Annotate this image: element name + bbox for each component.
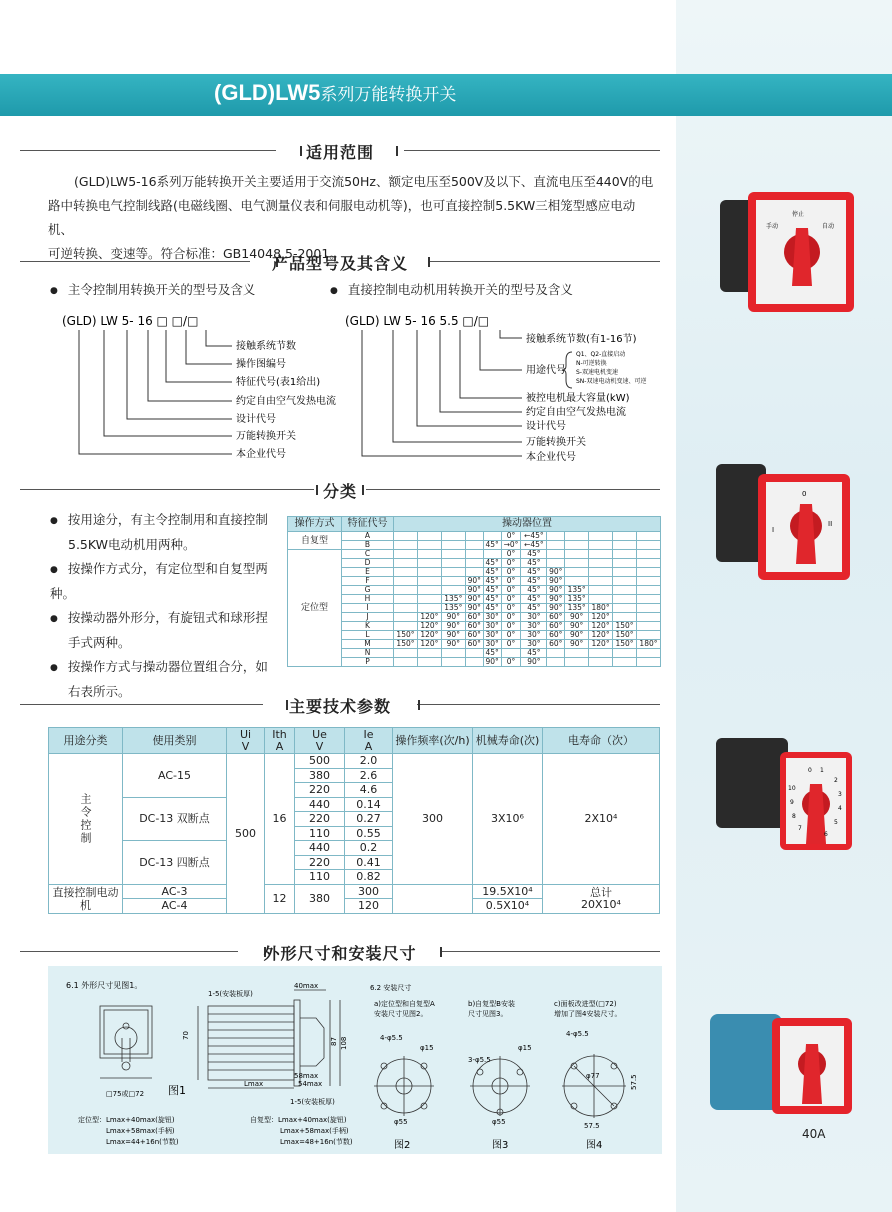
ops-cell: 135°	[565, 595, 589, 604]
ops-cell	[417, 532, 441, 541]
ops-cell	[394, 658, 418, 667]
ops-cell: 90°	[565, 631, 589, 640]
page-title: (GLD)LW5系列万能转换开关	[214, 80, 457, 105]
ops-cell	[441, 649, 465, 658]
dimension-panel	[48, 966, 662, 1154]
ops-cell: 135°	[441, 604, 465, 613]
ops-cell	[636, 550, 660, 559]
ops-cell	[417, 568, 441, 577]
ops-cell: 90°	[465, 577, 483, 586]
svg-text:70: 70	[182, 1031, 190, 1040]
ops-cell	[441, 568, 465, 577]
ops-cell: 0°	[501, 532, 521, 541]
svg-text:用途代号: 用途代号	[526, 365, 566, 376]
ops-cell: 90°	[441, 622, 465, 631]
svg-text:设计代号: 设计代号	[236, 414, 276, 425]
ops-cell: 60°	[465, 640, 483, 649]
ops-cell	[565, 649, 589, 658]
ops-cell	[636, 586, 660, 595]
ops-cell	[547, 550, 565, 559]
ops-cell	[394, 613, 418, 622]
ops-cell: 45°	[483, 541, 501, 550]
ops-cell	[613, 577, 637, 586]
svg-text:c)面板改进型(□72): c)面板改进型(□72)	[554, 1000, 617, 1008]
svg-text:图2: 图2	[394, 1140, 411, 1151]
model-right-code: (GLD) LW 5- 16 5.5 □/□	[345, 314, 490, 328]
ops-cell: 90°	[547, 568, 565, 577]
svg-text:II: II	[828, 520, 833, 528]
svg-text:57.5: 57.5	[584, 1122, 600, 1130]
svg-text:Lmax: Lmax	[244, 1080, 264, 1088]
svg-text:4-φ5.5: 4-φ5.5	[380, 1034, 403, 1042]
ops-cell: 45°	[483, 568, 501, 577]
ops-cell: →0°	[501, 541, 521, 550]
ops-cell: 120°	[589, 631, 613, 640]
ops-cell	[441, 559, 465, 568]
classify-item: ● 按用途分，有主令控制用和直接控制	[50, 508, 280, 533]
ops-cell: 150°	[394, 631, 418, 640]
ops-cell	[565, 658, 589, 667]
ops-cell	[394, 586, 418, 595]
model-left-code: (GLD) LW 5- 16 □ □/□	[62, 314, 199, 328]
ops-code: D	[342, 559, 394, 568]
svg-text:57.5: 57.5	[630, 1074, 638, 1090]
ops-cell	[636, 658, 660, 667]
ops-cell	[465, 541, 483, 550]
ops-cell	[613, 595, 637, 604]
svg-text:操作图编号: 操作图编号	[236, 359, 286, 370]
ops-code: I	[342, 604, 394, 613]
ops-cell	[613, 550, 637, 559]
svg-text:4: 4	[838, 805, 842, 812]
title-bar	[0, 74, 892, 116]
svg-text:接触系统节数: 接触系统节数	[236, 341, 296, 352]
ops-cell: 135°	[565, 604, 589, 613]
svg-text:N-可逆转换: N-可逆转换	[576, 360, 607, 367]
ops-cell: 45°	[521, 586, 547, 595]
svg-text:被控电机最大容量(kW): 被控电机最大容量(kW)	[526, 393, 630, 404]
ops-cell: 90°	[565, 613, 589, 622]
ops-cell: 90°	[547, 586, 565, 595]
ops-cell: 135°	[565, 586, 589, 595]
svg-text:φ55: φ55	[492, 1118, 506, 1126]
ops-cell: 45°	[483, 559, 501, 568]
ops-cell	[636, 613, 660, 622]
ops-cell: 45°	[521, 550, 547, 559]
ops-table: 操作方式 特征代号 操动器位置 自复型 A 0° ←45° B 45° →0° ←45° 定位型 C 0° 45° D 45° 0° 45° E 45° 0° 45° 90° F 90° 45° 0° 45° 90° G 90° 45° 0° 45° 90° 135° H 135° 90° 45° 0° 45° 90° 135° I 135° 90° 45° 0° 45° 90° 135° 180° J 120° 90° 60° 30° 0° 30° 60° 90° 120° K 120° 90° 60° 30° 0° 30° 60° 90° 120° 150° L 150° 120° 90° 60° 30° 0° 30° 60° 90° 120° 150° M 150° 120° 90° 60° 30° 0° 30° 60° 90° 120° 150° 180° N 45° 45° P 90° 0° 90°	[287, 516, 661, 667]
ops-cell	[613, 658, 637, 667]
model-right-heading: ● 直接控制电动机用转换开关的型号及含义	[330, 278, 573, 303]
svg-text:10: 10	[788, 785, 796, 792]
ops-cell: 120°	[589, 640, 613, 649]
svg-text:万能转换开关: 万能转换开关	[526, 437, 586, 448]
ops-cell	[613, 532, 637, 541]
svg-text:4-φ5.5: 4-φ5.5	[566, 1030, 589, 1038]
ops-row	[288, 640, 661, 649]
ops-cell	[417, 577, 441, 586]
svg-text:3-φ5.5: 3-φ5.5	[468, 1056, 491, 1064]
ops-code: M	[342, 640, 394, 649]
ops-cell	[417, 595, 441, 604]
ops-cell	[613, 559, 637, 568]
model-left-heading: ● 主令控制用转换开关的型号及含义	[50, 278, 255, 303]
ops-cell	[589, 541, 613, 550]
ops-cell: 120°	[417, 631, 441, 640]
ops-cell: 90°	[565, 640, 589, 649]
ops-cell	[441, 541, 465, 550]
ops-cell	[565, 559, 589, 568]
ops-cell: ←45°	[521, 541, 547, 550]
ops-cell	[547, 649, 565, 658]
svg-text:图3: 图3	[492, 1140, 509, 1151]
ops-cell	[394, 568, 418, 577]
ops-code: A	[342, 532, 394, 541]
svg-text:87: 87	[330, 1037, 338, 1046]
svg-text:b)自复型B安装: b)自复型B安装	[468, 1000, 515, 1008]
product-image-1	[718, 188, 858, 318]
ops-cell	[589, 559, 613, 568]
ops-mode: 自复型	[288, 532, 342, 550]
product-image-3	[714, 732, 854, 854]
section-scope: 适用范围	[20, 140, 660, 162]
ops-code: K	[342, 622, 394, 631]
ops-cell: 45°	[483, 586, 501, 595]
classify-item-cont: 右表所示。	[68, 684, 131, 699]
ops-cell	[613, 604, 637, 613]
svg-text:万能转换开关: 万能转换开关	[236, 431, 296, 442]
ops-cell	[636, 568, 660, 577]
ops-cell	[547, 541, 565, 550]
svg-text:SN-双速电动机变速、可逆: SN-双速电动机变速、可逆	[576, 378, 647, 385]
ops-cell	[636, 532, 660, 541]
ops-code: L	[342, 631, 394, 640]
svg-text:□75或□72: □75或□72	[106, 1090, 145, 1098]
ops-cell: 0°	[501, 550, 521, 559]
ops-cell: 90°	[483, 658, 501, 667]
ops-cell: 0°	[501, 577, 521, 586]
svg-text:Lmax=48+16n(节数): Lmax=48+16n(节数)	[280, 1138, 353, 1146]
svg-text:a)定位型和自复型A: a)定位型和自复型A	[374, 1000, 435, 1008]
ops-cell	[441, 550, 465, 559]
ops-cell	[394, 550, 418, 559]
ops-cell: 30°	[483, 631, 501, 640]
svg-text:自动: 自动	[822, 223, 835, 230]
svg-text:手动: 手动	[766, 223, 779, 230]
ops-cell: 60°	[547, 640, 565, 649]
ops-cell: 45°	[521, 568, 547, 577]
ops-cell: 90°	[547, 595, 565, 604]
ops-code: C	[342, 550, 394, 559]
ops-cell: 60°	[547, 622, 565, 631]
ops-cell: 30°	[521, 622, 547, 631]
ops-row	[288, 532, 661, 541]
ops-cell	[636, 604, 660, 613]
ops-cell	[613, 586, 637, 595]
svg-text:1: 1	[820, 767, 824, 774]
ops-code: E	[342, 568, 394, 577]
svg-text:I: I	[772, 526, 775, 534]
svg-text:增加了图4安装尺寸。: 增加了图4安装尺寸。	[554, 1010, 622, 1018]
ops-cell: 0°	[501, 631, 521, 640]
ops-cell: 90°	[565, 622, 589, 631]
ops-cell: 45°	[483, 577, 501, 586]
svg-text:1-5(安装板厚): 1-5(安装板厚)	[290, 1098, 335, 1106]
ops-row	[288, 649, 661, 658]
ops-cell	[441, 577, 465, 586]
ops-cell: 60°	[465, 631, 483, 640]
ops-cell: 45°	[483, 604, 501, 613]
ops-cell: 30°	[521, 640, 547, 649]
ops-cell	[394, 604, 418, 613]
ops-cell: 0°	[501, 559, 521, 568]
ops-cell: 30°	[521, 631, 547, 640]
svg-text:0: 0	[802, 490, 807, 498]
spec-table: 用途分类 使用类别 Ui V Ith A Ue V Ie A 操作频率(次/h) 机械寿命(次) 电寿命（次） 主令控制 AC-15 500 16 500 2.0 300 3X10⁶ 2X10⁴ 380 2.6 220 4.6 DC-13 双断点 440 0.14 220 0.27 110 0.55 DC-13 四断点 440 0.2 220 0.41 110 0.82 直接控制电动机 AC-3 12 380 300 19.5X10⁴ 总计 20X10⁴ AC-4 120 0.5X10⁴	[48, 727, 660, 914]
ops-cell: 90°	[465, 586, 483, 595]
ops-cell: 45°	[483, 595, 501, 604]
svg-text:S-双速电机变速: S-双速电机变速	[576, 369, 618, 376]
ops-code: P	[342, 658, 394, 667]
svg-text:约定自由空气发热电流: 约定自由空气发热电流	[236, 396, 336, 407]
classify-item: ● 按操作方式与操动器位置组合分，如	[50, 655, 280, 680]
ops-cell	[547, 532, 565, 541]
svg-text:特征代号(表1给出): 特征代号(表1给出)	[236, 377, 321, 388]
ops-cell: 0°	[501, 622, 521, 631]
ops-cell: 120°	[417, 640, 441, 649]
ops-cell	[417, 541, 441, 550]
ops-cell: 120°	[417, 622, 441, 631]
svg-text:图1: 图1	[168, 1084, 186, 1097]
product-image-4	[708, 1004, 854, 1120]
ops-cell	[441, 658, 465, 667]
dimension-drawings	[48, 966, 662, 1154]
ops-cell	[394, 595, 418, 604]
ops-cell	[417, 550, 441, 559]
ops-cell	[565, 532, 589, 541]
classify-item: ● 按操动器外形分，有旋钮式和球形捏	[50, 606, 280, 631]
svg-text:定位型：Lmax+40max(旋钮): 定位型：Lmax+40max(旋钮)	[78, 1116, 175, 1124]
ops-cell: 120°	[589, 613, 613, 622]
section-classify: 分类	[20, 479, 660, 501]
svg-text:φ77: φ77	[586, 1072, 600, 1080]
ops-code: N	[342, 649, 394, 658]
ops-cell: 60°	[547, 631, 565, 640]
svg-text:约定自由空气发热电流: 约定自由空气发热电流	[526, 407, 626, 418]
ops-cell	[636, 649, 660, 658]
ops-cell	[417, 586, 441, 595]
ops-cell	[636, 577, 660, 586]
svg-text:图4: 图4	[586, 1140, 603, 1151]
model-diagrams	[0, 300, 660, 470]
ops-cell	[613, 568, 637, 577]
svg-text:Q1、Q2-直接启动: Q1、Q2-直接启动	[576, 351, 626, 358]
ops-row	[288, 541, 661, 550]
ops-cell: 0°	[501, 568, 521, 577]
ops-cell	[465, 559, 483, 568]
ops-cell: 180°	[589, 604, 613, 613]
ops-cell: 90°	[441, 613, 465, 622]
ops-cell	[565, 568, 589, 577]
ops-cell: 60°	[547, 613, 565, 622]
ops-cell: 30°	[483, 640, 501, 649]
ops-row	[288, 550, 661, 559]
ops-cell	[589, 586, 613, 595]
ops-cell	[636, 595, 660, 604]
ops-cell: 0°	[501, 658, 521, 667]
ops-cell: 60°	[465, 613, 483, 622]
ops-cell	[417, 559, 441, 568]
ops-cell	[394, 649, 418, 658]
svg-text:停止: 停止	[792, 211, 805, 218]
ops-cell: 120°	[417, 613, 441, 622]
ops-cell	[417, 649, 441, 658]
ops-cell	[417, 658, 441, 667]
ops-code: G	[342, 586, 394, 595]
svg-text:108: 108	[340, 1036, 348, 1050]
classify-list	[50, 508, 280, 704]
ops-cell: 45°	[521, 604, 547, 613]
svg-text:1-5(安装板厚): 1-5(安装板厚)	[208, 990, 253, 998]
svg-text:Lmax+58max(手柄): Lmax+58max(手柄)	[106, 1127, 175, 1135]
svg-text:Lmax+58max(手柄): Lmax+58max(手柄)	[280, 1127, 349, 1135]
ops-cell: 150°	[394, 640, 418, 649]
section-dims: 外形尺寸和安装尺寸	[20, 941, 660, 963]
ops-cell: 0°	[501, 586, 521, 595]
ops-cell	[589, 658, 613, 667]
ops-cell: 120°	[589, 622, 613, 631]
ops-cell	[394, 541, 418, 550]
classify-item-cont: 手式两种。	[68, 635, 131, 650]
ops-cell: 0°	[501, 604, 521, 613]
ops-cell: 90°	[521, 658, 547, 667]
svg-text:安装尺寸见图2。: 安装尺寸见图2。	[374, 1010, 428, 1018]
ops-cell	[613, 541, 637, 550]
ops-cell: 90°	[465, 595, 483, 604]
ops-cell: 0°	[501, 613, 521, 622]
ops-cell: 90°	[441, 640, 465, 649]
ops-cell: 90°	[547, 577, 565, 586]
svg-text:5: 5	[834, 819, 838, 826]
ops-cell: 0°	[501, 595, 521, 604]
classify-item-cont: 5.5KW电动机用两种。	[68, 537, 196, 552]
ops-code: H	[342, 595, 394, 604]
ops-cell: 150°	[613, 631, 637, 640]
ops-cell: 90°	[441, 631, 465, 640]
svg-text:6: 6	[824, 831, 828, 838]
product-label: 40A	[802, 1127, 826, 1141]
scope-paragraph: (GLD)LW5-16系列万能转换开关主要适用于交流50Hz、额定电压至500V及以下、直流电压至440V的电 路中转换电气控制线路(电磁线圈、电气测量仪表和伺服电动机等)，也可直接控制5.5KW三相笼型感应电动机、 可逆转换、变速等。符合标准：GB14048.5-2001。	[48, 174, 654, 261]
ops-cell	[613, 649, 637, 658]
ops-cell	[565, 541, 589, 550]
ops-cell: ←45°	[521, 532, 547, 541]
svg-text:尺寸见图3。: 尺寸见图3。	[468, 1010, 508, 1018]
ops-cell: 30°	[483, 613, 501, 622]
svg-text:2: 2	[834, 777, 838, 784]
ops-mode: 定位型	[288, 550, 342, 667]
ops-cell	[465, 550, 483, 559]
ops-cell	[589, 532, 613, 541]
ops-cell: 45°	[521, 559, 547, 568]
ops-code: J	[342, 613, 394, 622]
ops-cell: 180°	[636, 640, 660, 649]
svg-text:φ15: φ15	[420, 1044, 434, 1052]
ops-code: B	[342, 541, 394, 550]
ops-cell	[636, 541, 660, 550]
ops-cell: 150°	[613, 640, 637, 649]
ops-cell: 135°	[441, 595, 465, 604]
ops-row	[288, 658, 661, 667]
svg-text:φ55: φ55	[394, 1118, 408, 1126]
classify-item: ● 按操作方式分，有定位型和自复型两种。	[50, 557, 280, 606]
svg-text:φ15: φ15	[518, 1044, 532, 1052]
ops-cell	[636, 559, 660, 568]
ops-cell	[394, 532, 418, 541]
ops-cell	[465, 649, 483, 658]
ops-cell: 45°	[521, 577, 547, 586]
svg-text:设计代号: 设计代号	[526, 421, 566, 432]
ops-cell	[589, 649, 613, 658]
svg-text:9: 9	[790, 799, 794, 806]
ops-cell: 90°	[465, 604, 483, 613]
ops-cell	[465, 658, 483, 667]
product-image-2	[714, 460, 854, 586]
ops-cell: 45°	[521, 649, 547, 658]
ops-cell: 150°	[613, 622, 637, 631]
ops-cell	[589, 577, 613, 586]
ops-row	[288, 559, 661, 568]
svg-text:6.1 外形尺寸见图1。: 6.1 外形尺寸见图1。	[66, 981, 143, 990]
ops-cell: 30°	[521, 613, 547, 622]
svg-text:0: 0	[808, 767, 812, 774]
svg-text:本企业代号: 本企业代号	[236, 449, 286, 460]
svg-text:本企业代号: 本企业代号	[526, 452, 576, 463]
svg-text:接触系统节数(有1-16节): 接触系统节数(有1-16节)	[526, 334, 637, 345]
ops-cell: 60°	[465, 622, 483, 631]
svg-text:6.2 安装尺寸: 6.2 安装尺寸	[370, 984, 412, 992]
svg-text:7: 7	[798, 825, 802, 832]
ops-cell	[441, 532, 465, 541]
section-params: 主要技术参数	[20, 694, 660, 716]
ops-cell	[394, 577, 418, 586]
ops-cell: 90°	[547, 604, 565, 613]
svg-text:58max: 58max	[294, 1072, 319, 1080]
ops-code: F	[342, 577, 394, 586]
ops-cell	[565, 550, 589, 559]
ops-cell: 45°	[521, 595, 547, 604]
section-model: 产品型号及其含义	[20, 251, 660, 273]
svg-text:3: 3	[838, 791, 842, 798]
ops-cell	[589, 550, 613, 559]
svg-text:40max: 40max	[294, 982, 319, 990]
ops-cell: 45°	[483, 649, 501, 658]
ops-cell	[636, 622, 660, 631]
ops-cell: 30°	[483, 622, 501, 631]
ops-cell	[394, 559, 418, 568]
ops-cell	[589, 568, 613, 577]
svg-text:8: 8	[792, 813, 796, 820]
ops-cell	[465, 532, 483, 541]
svg-text:54max: 54max	[298, 1080, 323, 1088]
svg-text:自复型：Lmax+40max(旋钮): 自复型：Lmax+40max(旋钮)	[250, 1116, 347, 1124]
ops-cell: 0°	[501, 640, 521, 649]
ops-cell	[547, 658, 565, 667]
svg-text:Lmax=44+16n(节数): Lmax=44+16n(节数)	[106, 1138, 179, 1146]
